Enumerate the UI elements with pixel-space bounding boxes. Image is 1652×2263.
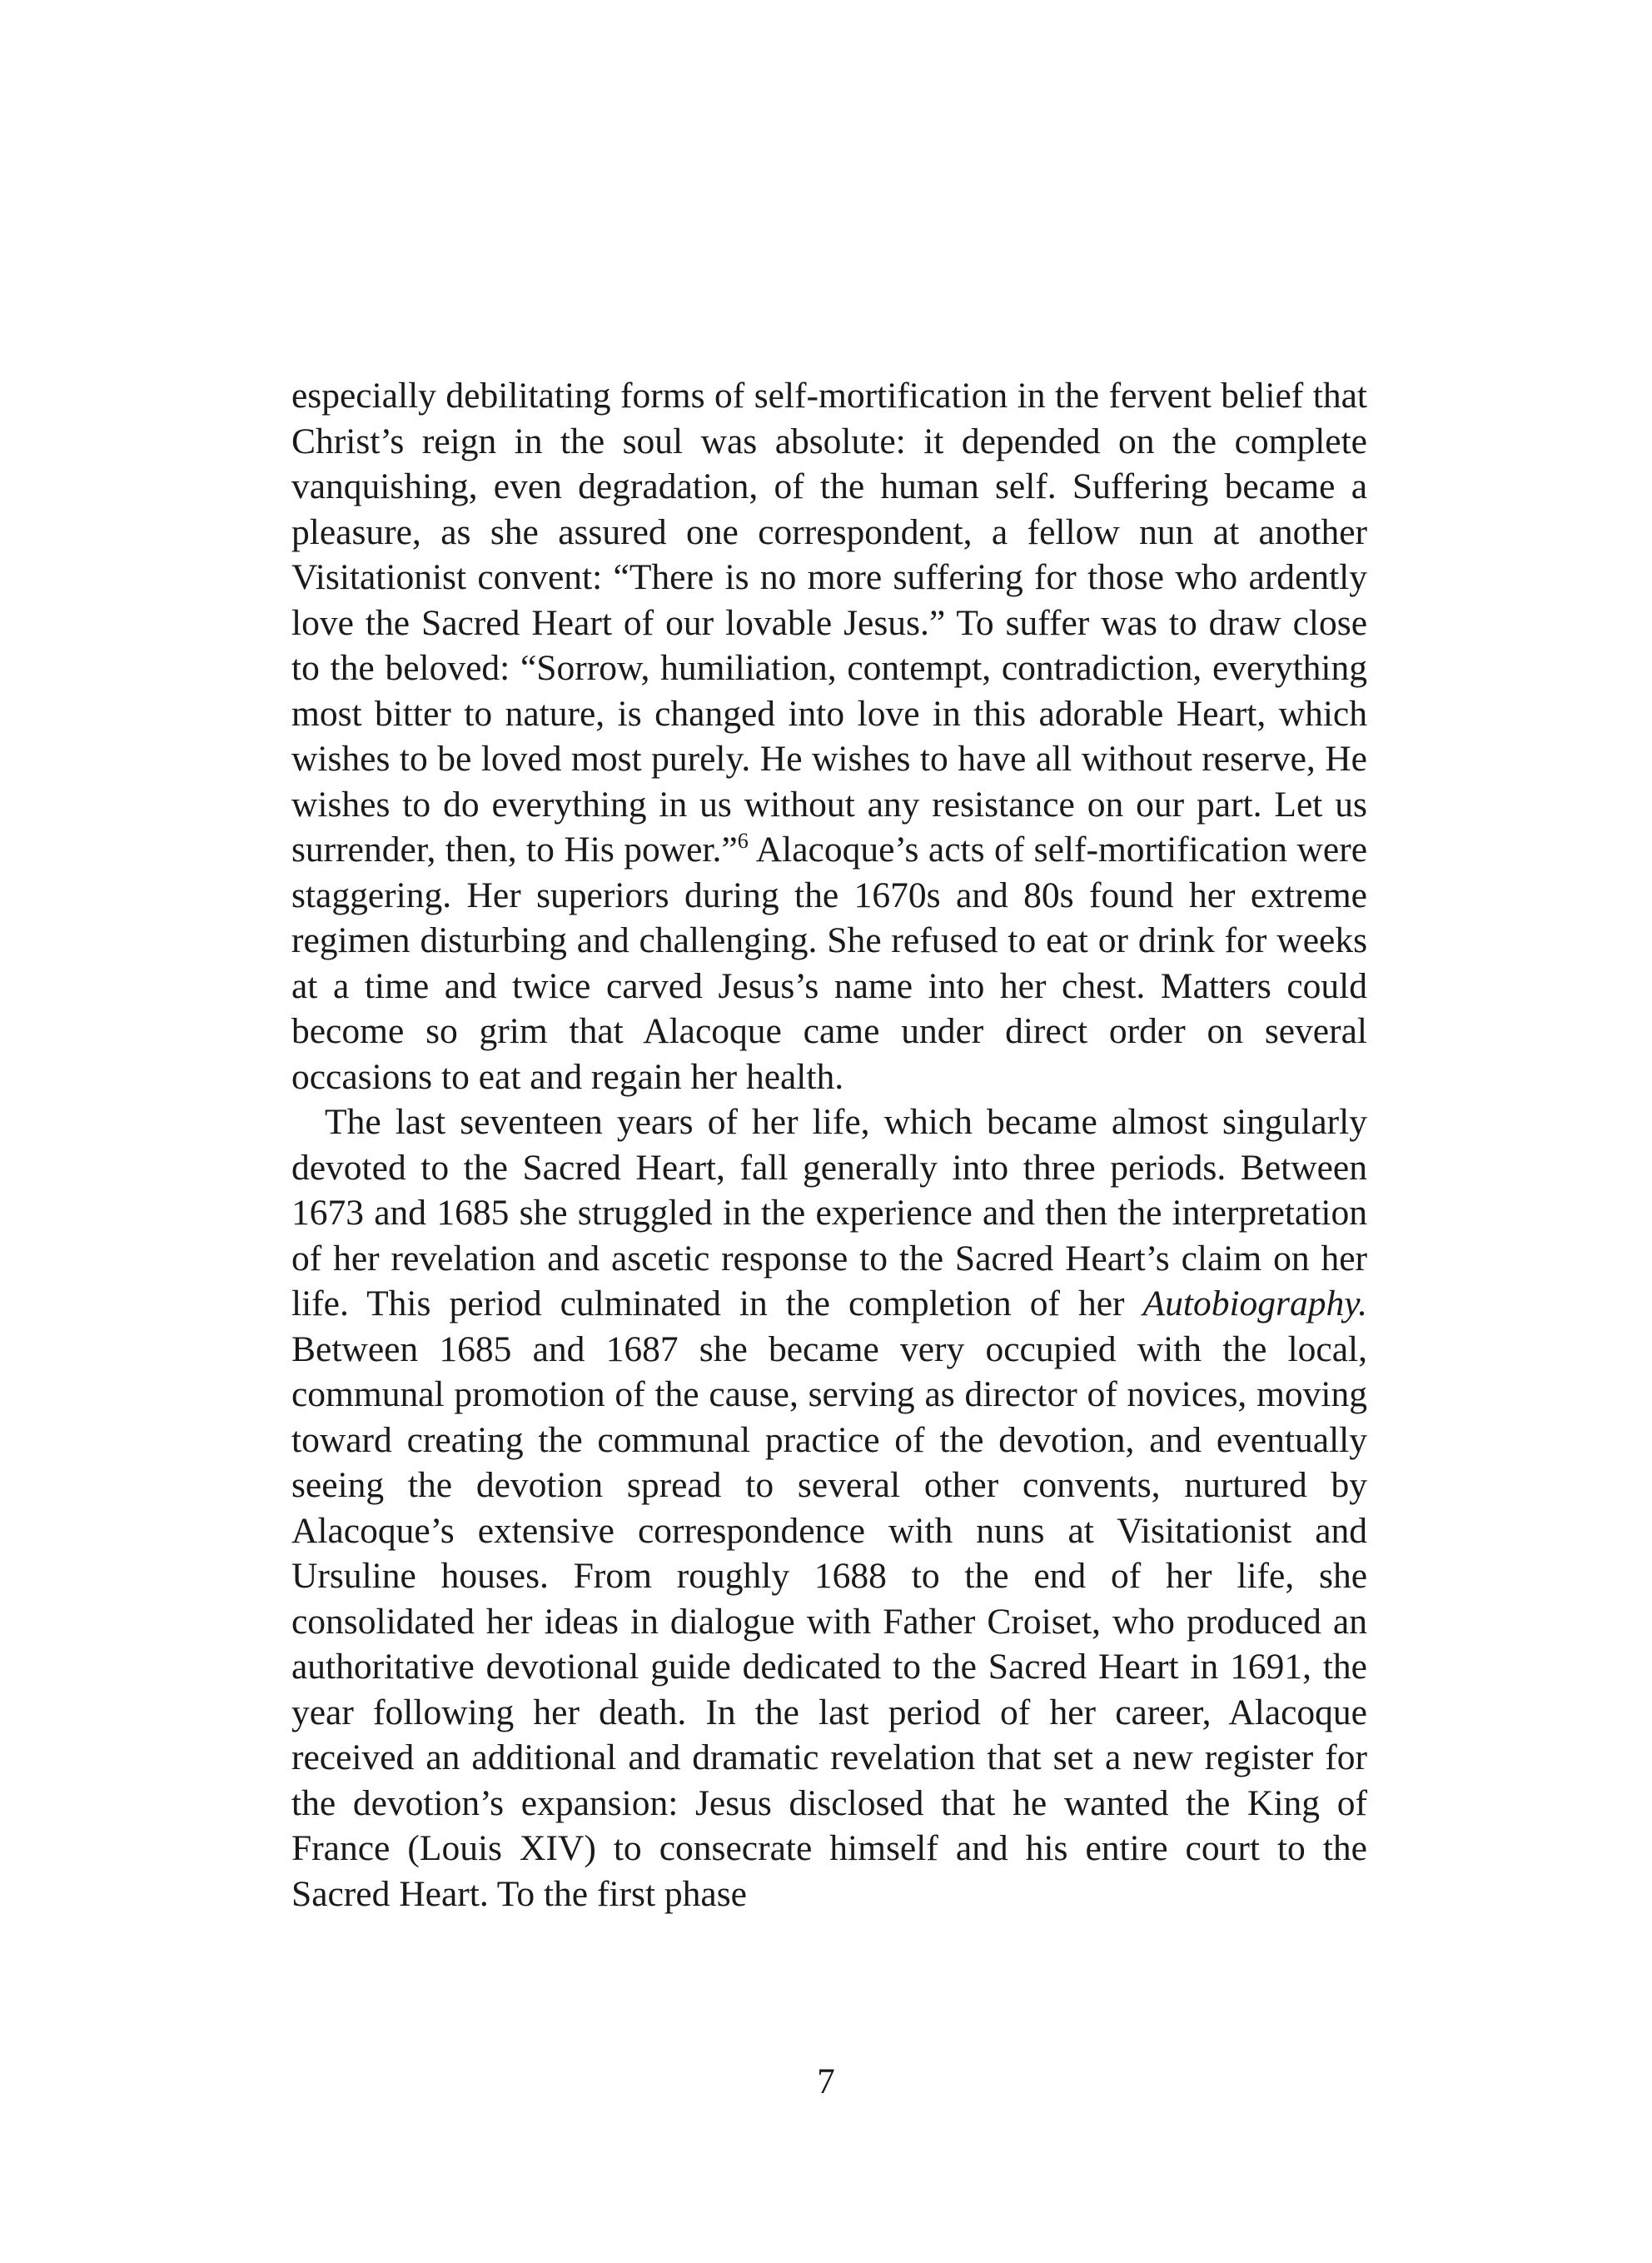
paragraph-1-continuation: Alacoque’s acts of self-mortification were staggering. Her superiors during the 1670s and 80s found her extreme regimen disturbing and challenging. She refused to eat or drink for weeks at a time and twice carved Jesus’s name into her chest. Matters could become so grim that Alacoque came under direct order on several occasions to eat and regain her health. [291, 830, 1368, 1097]
book-title-autobiography: Autobiography. [1142, 1284, 1367, 1323]
paragraph-1 [291, 373, 1367, 1099]
paragraph-2-continuation: Between 1685 and 1687 she became very occupied with the local, communal promotion of the cause, serving as director of novices, moving toward creating the communal practice of the devotion, and eventually seeing the devotion spread to several other convents, nurtured by Alacoque’s extensive correspondence with nuns at Visitationist and Ursuline houses. From roughly 1688 to the end of her life, she consolidated her ideas in dialogue with Father Croiset, who produced an authoritative devotional guide dedicated to the Sacred Heart in 1691, the year following her death. In the last period of her career, Alacoque received an additional and dramatic revelation that set a new register for the devotion’s expansion: Jesus disclosed that he wanted the King of France (Louis XIV) to consecrate himself and his entire court to the Sacred Heart. To the first phase [291, 1328, 1367, 1914]
page-number: 7 [817, 2062, 835, 2101]
paragraph-1-text: especially debilitating forms of self-mortification in the fervent belief that Christ’s reign in the soul was absolute: it depended on the complete vanquishing, even degradation, of the human self. Suffering became a pleasure, as she assured one correspondent, a fellow nun at another Visitationist convent: “There is no more suffering for those who ardently love the Sacred Heart of our lovable Jesus.” To suffer was to draw close to the beloved: “Sorrow, humiliation, contempt, contradiction, everything most bitter to nature, is changed into love in this adorable Heart, which wishes to be loved most purely. He wishes to have all without reserve, He wishes to do everything in us without any resistance on our part. Let us surrender, then, to His power.” [291, 376, 1367, 870]
paragraph-2 [291, 1099, 1367, 1917]
footnote-reference[interactable]: 6 [737, 829, 749, 853]
body-text [291, 373, 1367, 1917]
paragraph-2-text: The last seventeen years of her life, which became almost singularly devoted to the Sacred Heart, fall generally into three periods. Between 1673 and 1685 she struggled in the experience and then the interpretation of her revelation and ascetic response to the Sacred Heart’s claim on her life. This period culminated in the completion of her [291, 1102, 1367, 1323]
